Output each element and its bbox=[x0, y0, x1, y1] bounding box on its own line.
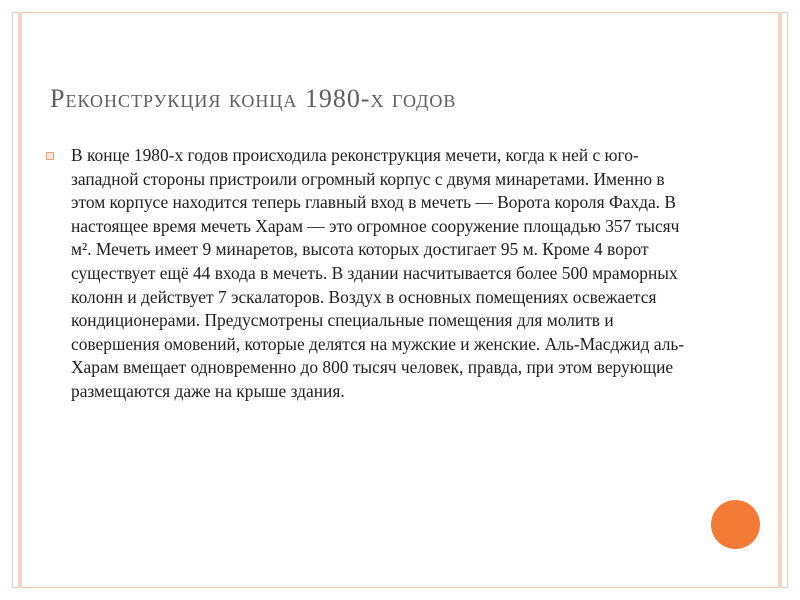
slide-content bbox=[46, 144, 696, 404]
left-decor-strip bbox=[18, 12, 22, 588]
bullet-icon bbox=[46, 152, 54, 160]
body-paragraph: В конце 1980-х годов происходила реконструкция мечети, когда к ней с юго-западной стороны пристроили огромный корпус с двумя минаретами. Именно в этом корпусе находится теперь главный вход в мечеть — Ворота короля Фахда. В настоящее время мечеть Харам — это огромное сооружение площадью 357 тысяч м². Мечеть имеет 9 минаретов, высота которых достигает 95 м. Кроме 4 ворот существует ещё 44 входа в мечеть. В здании насчитывается более 500 мраморных колонн и действует 7 эскалаторов. Воздух в основных помещениях освежается кондиционерами. Предусмотрены специальные помещения для молитв и совершения омовений, которые делятся на мужские и женские. Аль-Масджид аль-Харам вмещает одновременно до 800 тысяч человек, правда, при этом верующие размещаются даже на крыше здания. bbox=[71, 145, 685, 401]
right-decor-strip bbox=[778, 12, 782, 588]
slide-title: Реконструкция конца 1980-х годов bbox=[50, 84, 457, 113]
orange-circle-decoration bbox=[711, 500, 760, 549]
